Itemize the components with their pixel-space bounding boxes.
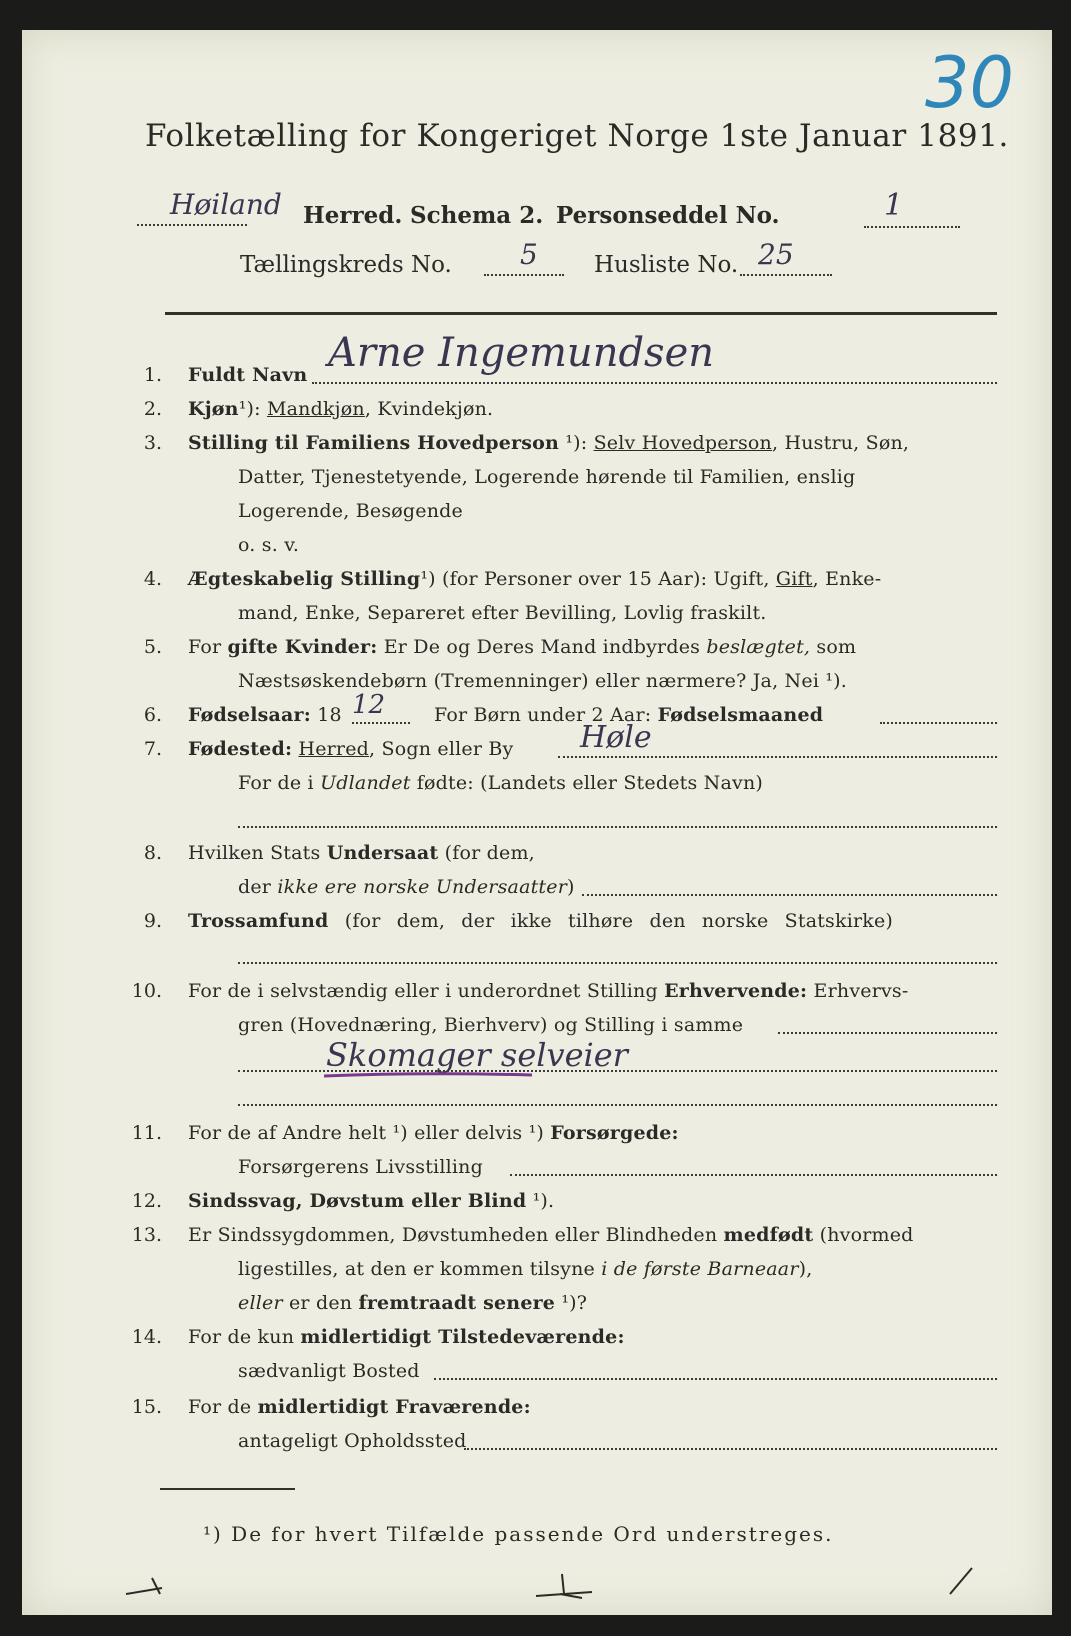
item-number: 7.: [143, 738, 162, 760]
q9-line-1: Trossamfund (for dem, der ikke tilhøre den norske Statskirke): [188, 910, 894, 932]
municipality-dotted-line: [137, 224, 247, 226]
item-number: 14.: [131, 1326, 162, 1348]
q10-dotted-line-1: [778, 1032, 997, 1034]
q7-line-2: For de i Udlandet fødte: (Landets eller Stedets Navn): [238, 772, 764, 794]
item-number: 13.: [131, 1224, 162, 1246]
census-form-sheet: [22, 30, 1052, 1615]
q1-dotted-line: [312, 382, 997, 384]
footnote: ¹) De for hvert Tilfælde passende Ord understreges.: [203, 1522, 834, 1546]
q10-answer-occupation: Skomager selveier: [326, 1036, 628, 1074]
personseddel-number: 1: [884, 188, 904, 223]
item-number: 9.: [143, 910, 162, 932]
q6-line-mid: For Børn under 2 Aar: Fødselsmaaned: [434, 704, 824, 726]
item-number: 3.: [143, 432, 162, 454]
q3-line-1: Stilling til Familiens Hovedperson ¹): Selv Hovedperson, Hustru, Søn,: [188, 432, 910, 454]
svg-text:30: 30: [925, 42, 1015, 124]
municipality-handwritten: Høiland: [170, 188, 282, 221]
q6-month-dotted-line: [880, 722, 997, 724]
q2-line: Kjøn¹): Mandkjøn, Kvindekjøn.: [188, 398, 494, 420]
footnote-rule: [160, 1488, 295, 1490]
header-rule: [165, 312, 997, 315]
ink-mark: [942, 1560, 982, 1600]
q8-line-1: Hvilken Stats Undersaat (for dem,: [188, 842, 535, 864]
personseddel-label: Personseddel No.: [556, 202, 780, 229]
q6-line: Fødselsaar: 18: [188, 704, 342, 726]
q7-abroad-dotted-line: [238, 826, 997, 828]
q11-dotted-line: [510, 1174, 997, 1176]
q1-label: Fuldt Navn: [188, 364, 308, 386]
q10-dotted-line-2: [238, 1070, 997, 1072]
q7-line-1: Fødested: Herred, Sogn eller By: [188, 738, 514, 760]
q7-selected-option: Herred: [298, 738, 370, 760]
q5-line-1: For gifte Kvinder: Er De og Deres Mand indbyrdes beslægtet, som: [188, 636, 857, 658]
item-number: 2.: [143, 398, 162, 420]
q8-line-2: der ikke ere norske Undersaatter): [238, 876, 575, 898]
q10-line-2: gren (Hovednæring, Bierhverv) og Stilling i samme: [238, 1014, 744, 1036]
q6-answer-year: 12: [352, 690, 386, 720]
q15-line-2: antageligt Opholdssted: [238, 1430, 467, 1452]
q13-line-1: Er Sindssygdommen, Døvstumheden eller Blindheden medfødt (hvormed: [188, 1224, 914, 1246]
q11-line-2: Forsørgerens Livsstilling: [238, 1156, 483, 1178]
q15-line-1: For de midlertidigt Fraværende:: [188, 1396, 531, 1418]
item-number: 8.: [143, 842, 162, 864]
q14-line-2: sædvanligt Bosted: [238, 1360, 420, 1382]
q8-dotted-line: [582, 894, 997, 896]
husliste-number: 25: [758, 238, 794, 271]
q6-dotted-line: [352, 722, 410, 724]
q3-selected-option: Selv Hovedperson: [593, 432, 772, 454]
item-number: 12.: [131, 1190, 162, 1212]
q2-selected-option: Mandkjøn: [266, 398, 365, 420]
item-number: 15.: [131, 1396, 162, 1418]
q3-line-2: Datter, Tjenestetyende, Logerende hørende til Familien, enslig: [238, 466, 856, 488]
q13-line-3: eller er den fremtraadt senere ¹)?: [238, 1292, 588, 1314]
item-number: 11.: [131, 1122, 162, 1144]
taellingskreds-number: 5: [520, 238, 538, 271]
q3-line-4: o. s. v.: [238, 534, 300, 556]
folio-number: [917, 35, 1027, 125]
q14-line-1: For de kun midlertidigt Tilstedeværende:: [188, 1326, 625, 1348]
q1-answer-name: Arne Ingemundsen: [328, 330, 715, 376]
q7-dotted-line: [558, 756, 997, 758]
item-number: 4.: [143, 568, 162, 590]
item-number: 6.: [143, 704, 162, 726]
husliste-dotted-line: [740, 274, 832, 276]
q10-dotted-line-3: [238, 1104, 997, 1106]
q14-dotted-line: [434, 1378, 997, 1380]
form-title: Folketælling for Kongeriget Norge 1ste Januar 1891.: [145, 118, 1009, 154]
schema-label: Schema 2.: [410, 202, 544, 229]
ink-mark: [532, 1570, 602, 1600]
q3-line-3: Logerende, Besøgende: [238, 500, 463, 522]
q4-selected-option: Gift: [775, 568, 813, 590]
personseddel-dotted-line: [864, 226, 960, 228]
taellingskreds-label: Tællingskreds No.: [240, 252, 452, 278]
q7-answer-place: Høle: [580, 720, 652, 755]
ink-mark: [122, 1570, 182, 1600]
q9-dotted-line: [238, 962, 997, 964]
taellingskreds-dotted-line: [484, 274, 564, 276]
husliste-label: Husliste No.: [594, 252, 739, 278]
q10-line-1: For de i selvstændig eller i underordnet Stilling Erhvervende: Erhvervs-: [188, 980, 909, 1002]
q4-line-2: mand, Enke, Separeret efter Bevilling, Lovlig fraskilt.: [238, 602, 767, 624]
herred-label: Herred.: [303, 202, 403, 229]
q15-dotted-line: [464, 1448, 997, 1450]
q11-line-1: For de af Andre helt ¹) eller delvis ¹) Forsørgede:: [188, 1122, 679, 1144]
q13-line-2: ligestilles, at den er kommen tilsyne i de første Barneaar),: [238, 1258, 813, 1280]
item-number: 5.: [143, 636, 162, 658]
item-number: 10.: [131, 980, 162, 1002]
q5-line-2: Næstsøskendebørn (Tremenninger) eller nærmere? Ja, Nei ¹).: [238, 670, 848, 692]
q12-line: Sindssvag, Døvstum eller Blind ¹).: [188, 1190, 555, 1212]
q4-line-1: Ægteskabelig Stilling¹) (for Personer over 15 Aar): Ugift, Gift, Enke-: [188, 568, 882, 590]
item-number: 1.: [143, 364, 162, 386]
